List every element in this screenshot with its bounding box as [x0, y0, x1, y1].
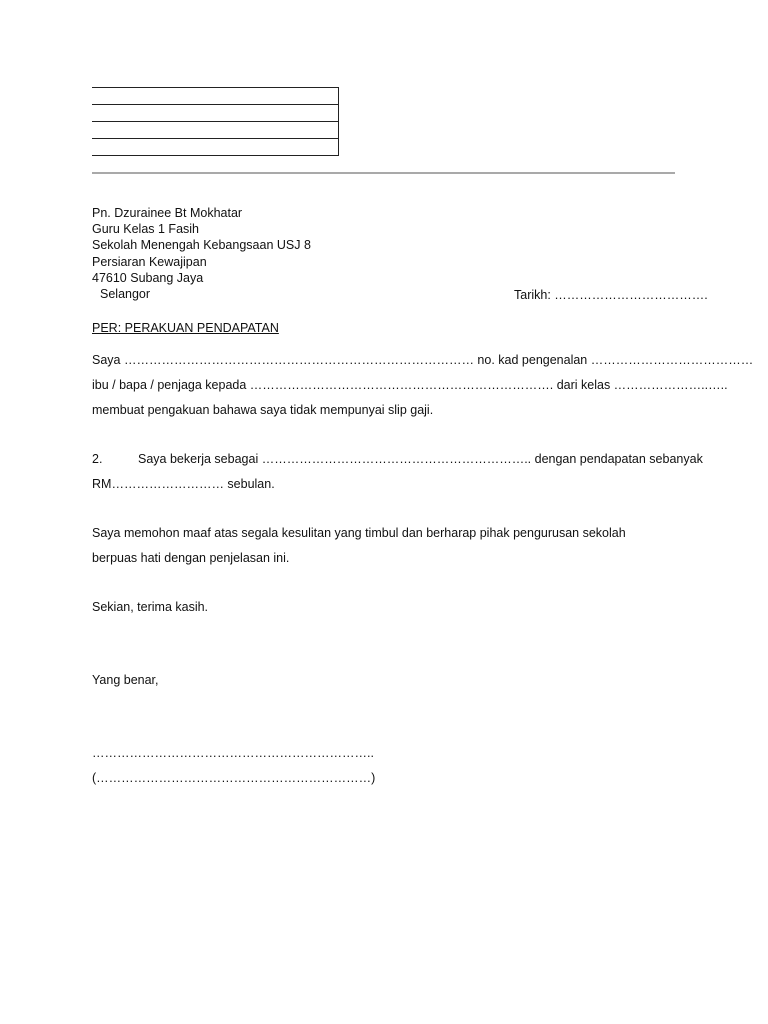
sender-address-line: [92, 121, 338, 138]
signatory-name-line: (…………………………………………………………): [92, 771, 376, 785]
sender-address-line: [92, 138, 338, 156]
recipient-state: Selangor: [100, 287, 151, 302]
body-line: membuat pengakuan bahawa saya tidak mempunyai slip gaji.: [92, 403, 434, 417]
sender-address-line: [92, 104, 338, 121]
recipient-name: Pn. Dzurainee Bt Mokhatar: [92, 206, 243, 220]
recipient-title: Guru Kelas 1 Fasih: [92, 222, 199, 237]
recipient-school: Sekolah Menengah Kebangsaan USJ 8: [92, 238, 311, 253]
date-field: Tarikh: ……………………………….: [514, 288, 708, 302]
sender-address-line: [92, 87, 338, 104]
recipient-postcode-city: 47610 Subang Jaya: [92, 270, 204, 285]
recipient-street: Persiaran Kewajipan: [92, 254, 207, 269]
body-line: Saya ………………………………………………………………………… no. kad pengenalan …………………………………: [92, 353, 754, 367]
paragraph-number: 2.: [92, 452, 103, 466]
closing-yours: Yang benar,: [92, 673, 159, 687]
body-line: Saya bekerja sebagai ……………………………………………………….. dengan pendapatan sebanyak: [138, 452, 703, 466]
body-line: RM……………………… sebulan.: [92, 477, 275, 491]
header-divider: [92, 172, 675, 174]
recipient-address: [92, 205, 311, 302]
body-line: ibu / bapa / penjaga kepada ………………………………………………………………. dari kelas …………………..…..: [92, 378, 728, 392]
body-line: berpuas hati dengan penjelasan ini.: [92, 551, 290, 565]
signature-line: …………………………………………………………..: [92, 746, 374, 760]
letter-subject: PER: PERAKUAN PENDAPATAN: [92, 321, 279, 335]
closing-thanks: Sekian, terima kasih.: [92, 600, 209, 614]
sender-address-box: [92, 87, 339, 156]
body-line: Saya memohon maaf atas segala kesulitan yang timbul dan berharap pihak pengurusan sekolah: [92, 526, 626, 540]
